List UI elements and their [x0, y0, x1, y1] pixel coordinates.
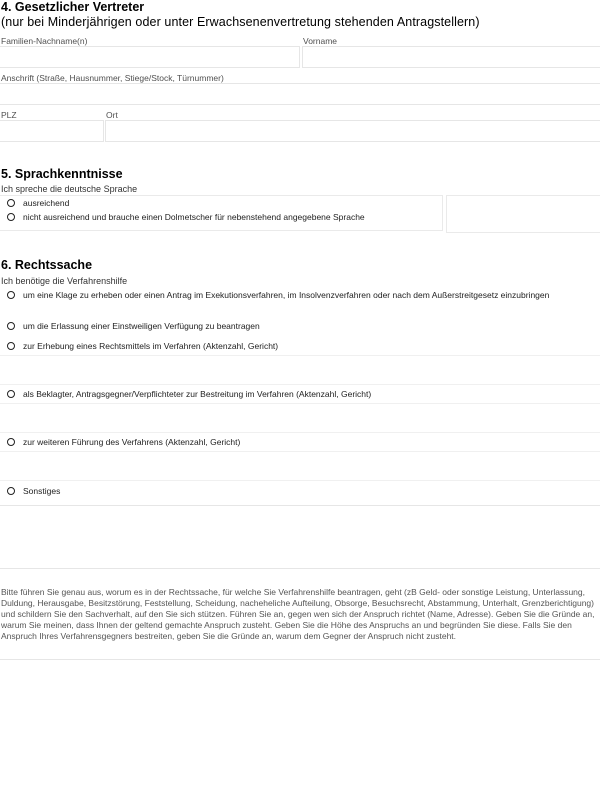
section4-subtitle: (nur bei Minderjährigen oder unter Erwachsenenvertretung stehenden Antragstellern)	[1, 15, 480, 29]
option-defendant-label: als Beklagter, Antragsgegner/Verpflichteter zur Bestreitung im Verfahren (Aktenzahl, Gericht)	[23, 389, 372, 399]
interpreter-language-input[interactable]	[446, 195, 600, 233]
section4-title: 4. Gesetzlicher Vertreter	[1, 0, 145, 14]
firstname-label: Vorname	[303, 36, 338, 46]
zip-input[interactable]	[0, 120, 104, 142]
radio-defendant[interactable]	[7, 390, 15, 398]
case-description-instructions: Bitte führen Sie genau aus, worum es in der Rechtssache, für welche Sie Verfahrenshilfe beantragen, geht (zB Geld- oder sonstige Leistung, Unterlassung, Duldung, Herausgabe, Besitzstörung, Feststellung, Scheidung, nacheheliche Aufteilung, Obsorge, Besuchsrecht, Abstammung, Unterhalt, Grenzberichtigung) und schildern Sie den Sachverhalt, auf den Sie sich stützen. Führen Sie an, gegen wen sich der Anspruch richtet (Name, Adresse). Geben Sie die Gründe an, warum Sie meinen, dass Ihnen der geltend gemachte Anspruch zusteht. Geben Sie die Höhe des Anspruchs an und begründen Sie diese. Falls Sie den Anspruch Ihres Verfahrensgegners bestreiten, geben Sie die Gründe an, warum dem Gegner der Anspruch nicht zusteht.	[1, 587, 595, 641]
option-claim-label: um eine Klage zu erheben oder einen Antrag im Exekutionsverfahren, im Insolvenzverfahren oder nach dem Außerstreitgesetz einzubringen	[23, 290, 550, 300]
radio-continue-proceedings[interactable]	[7, 438, 15, 446]
option-language-sufficient-label: ausreichend	[23, 198, 70, 208]
radio-language-sufficient[interactable]	[7, 199, 15, 207]
zip-label: PLZ	[1, 110, 17, 120]
option-appeal-label: zur Erhebung eines Rechtsmittels im Verfahren (Aktenzahl, Gericht)	[23, 341, 279, 351]
address-label: Anschrift (Straße, Hausnummer, Stiege/Stock, Türnummer)	[1, 73, 224, 83]
continue-case-input[interactable]	[0, 451, 600, 481]
surname-input[interactable]	[0, 46, 300, 68]
firstname-input[interactable]	[302, 46, 600, 68]
case-description-textarea[interactable]	[0, 659, 600, 812]
section5-title: 5. Sprachkenntnisse	[1, 167, 123, 181]
defendant-case-input[interactable]	[0, 403, 600, 433]
option-injunction-label: um die Erlassung einer Einstweiligen Verfügung zu beantragen	[23, 321, 260, 331]
option-continue-proceedings-label: zur weiteren Führung des Verfahrens (Aktenzahl, Gericht)	[23, 437, 241, 447]
other-details-textarea[interactable]	[0, 505, 600, 569]
appeal-case-input[interactable]	[0, 355, 600, 385]
section6-title: 6. Rechtssache	[1, 258, 93, 272]
surname-label: Familien-Nachname(n)	[1, 36, 88, 46]
radio-claim[interactable]	[7, 291, 15, 299]
option-other-label: Sonstiges	[23, 486, 61, 496]
radio-other[interactable]	[7, 487, 15, 495]
radio-language-insufficient[interactable]	[7, 213, 15, 221]
section5-prompt: Ich spreche die deutsche Sprache	[1, 184, 138, 194]
radio-injunction[interactable]	[7, 322, 15, 330]
section6-prompt: Ich benötige die Verfahrenshilfe	[1, 276, 128, 286]
radio-appeal[interactable]	[7, 342, 15, 350]
option-language-insufficient-label: nicht ausreichend und brauche einen Dolmetscher für nebenstehend angegebene Sprache	[23, 212, 365, 222]
city-input[interactable]	[105, 120, 600, 142]
address-input[interactable]	[0, 83, 600, 105]
city-label: Ort	[106, 110, 118, 120]
